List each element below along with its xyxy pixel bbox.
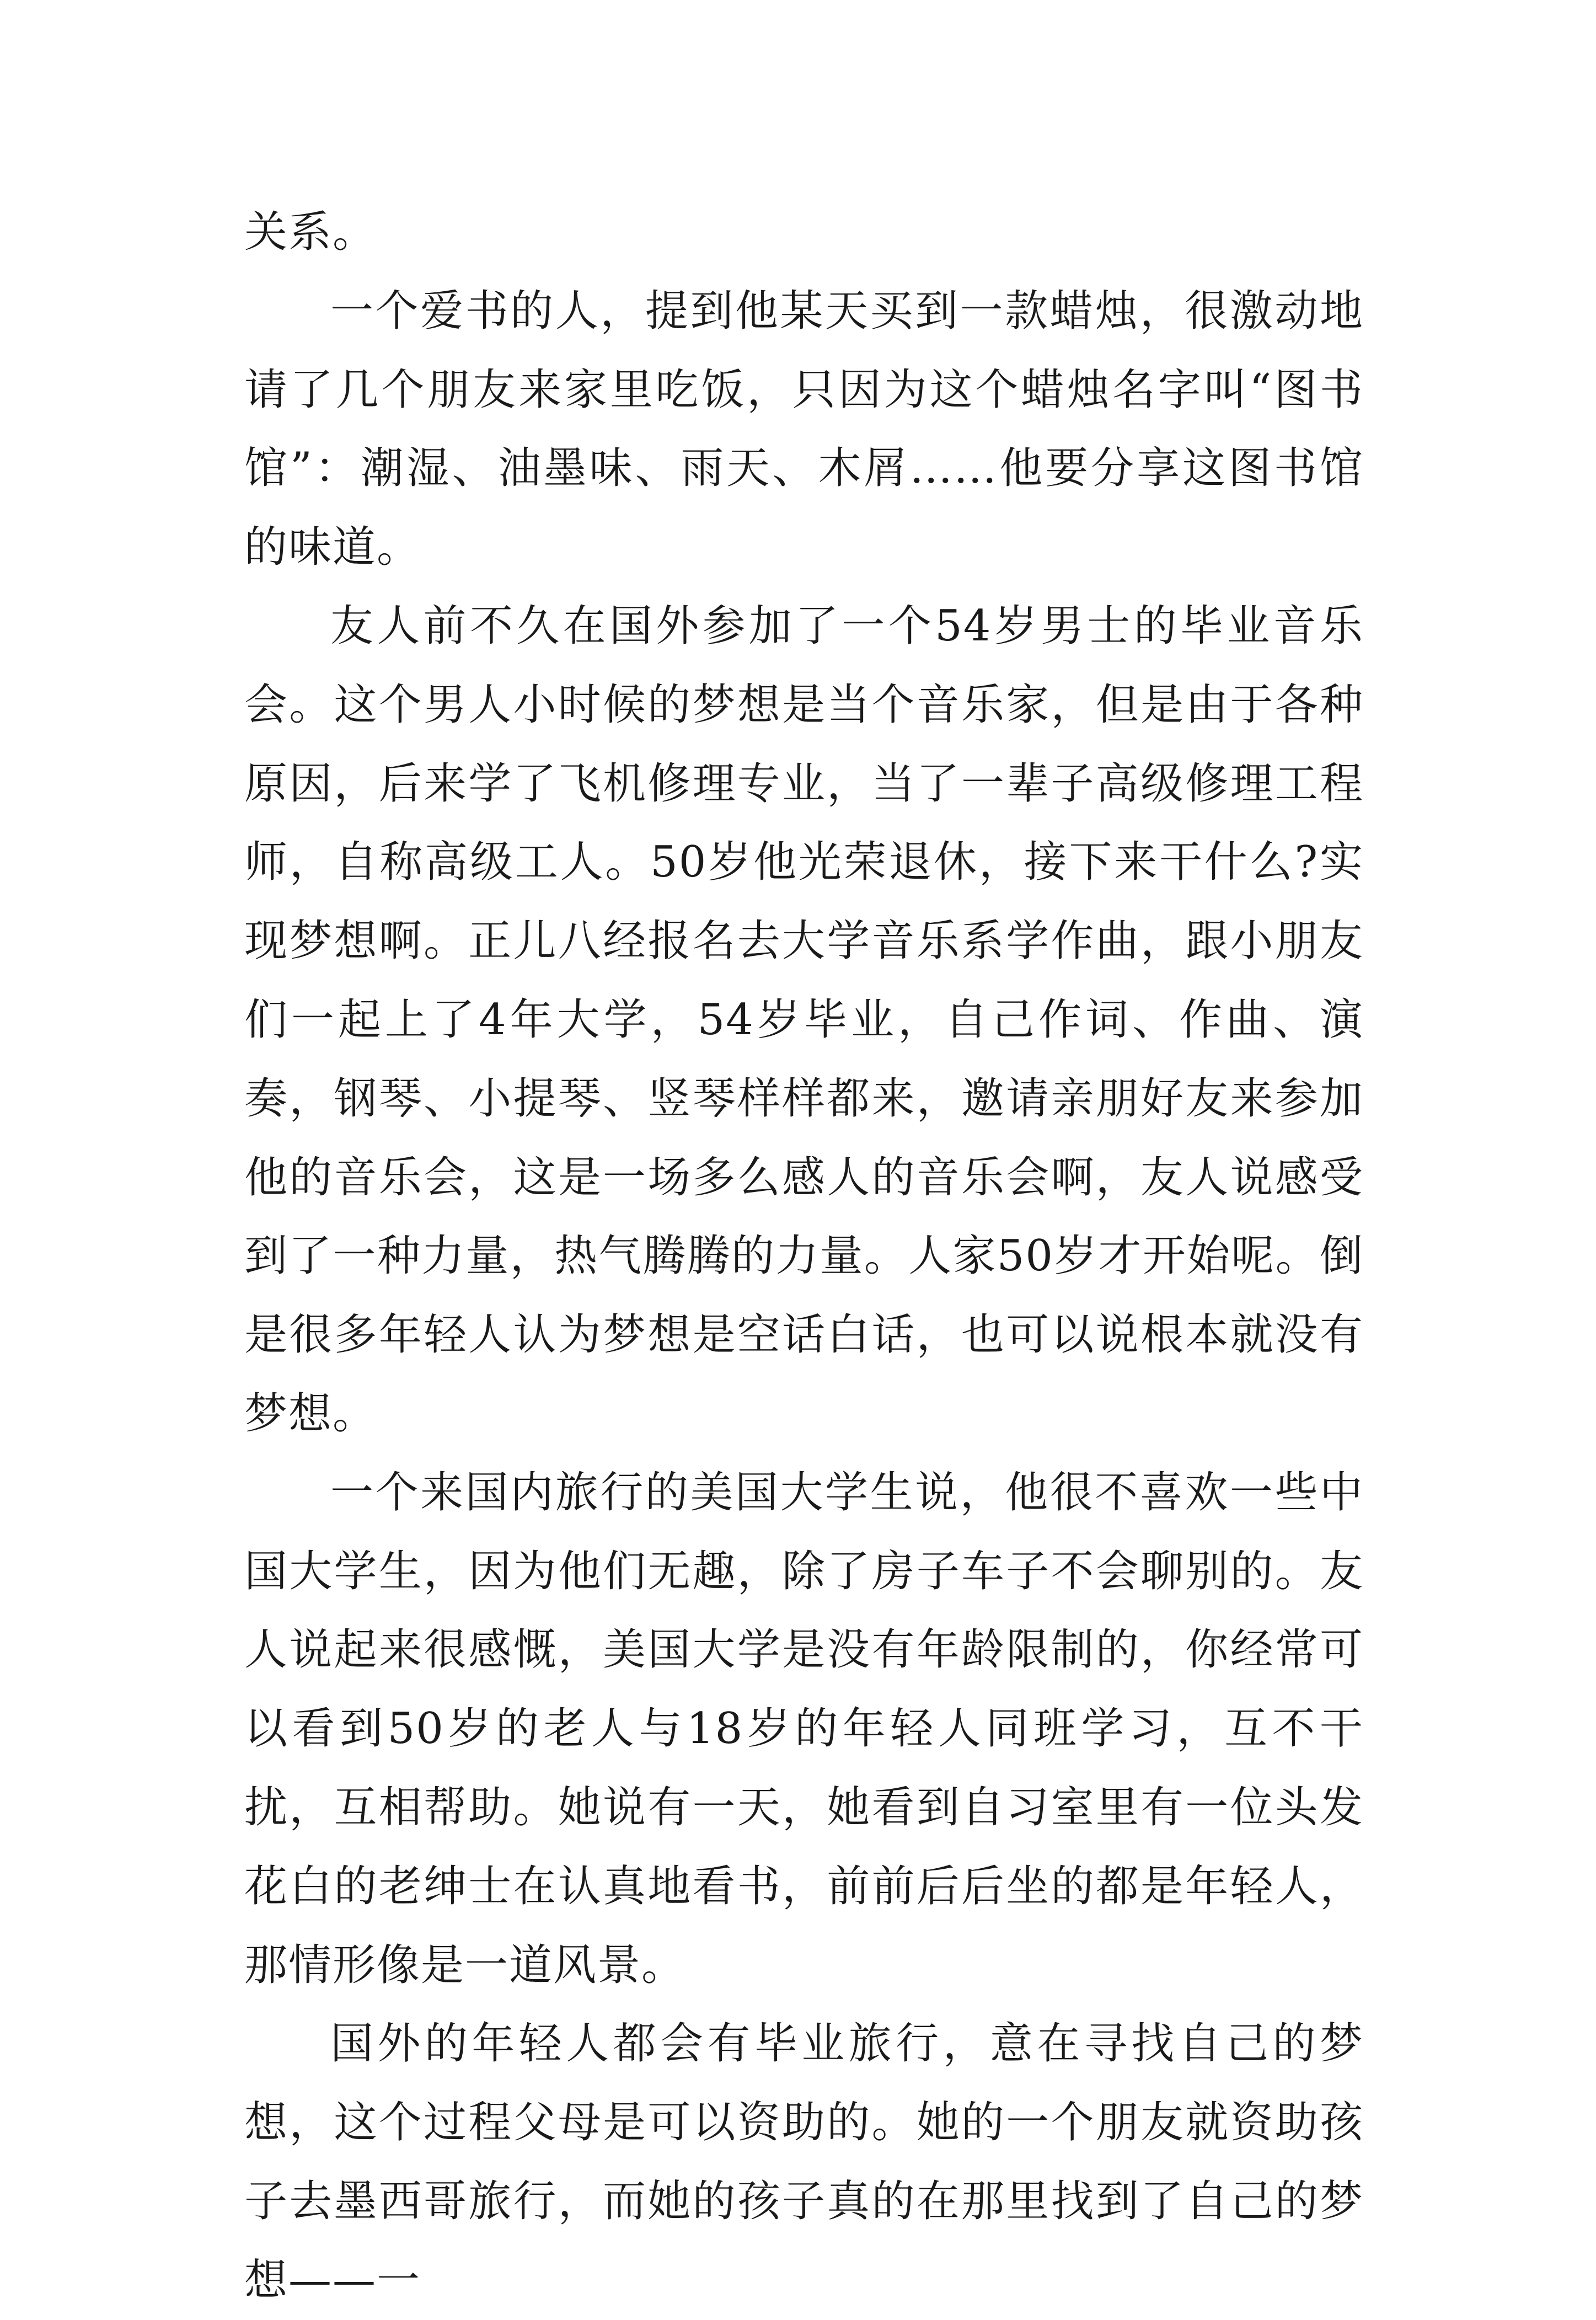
paragraph-4: 一个来国内旅行的美国大学生说，他很不喜欢一些中国大学生，因为他们无趣，除了房子车子不会聊别的。友人说起来很感慨，美国大学是没有年龄限制的，你经常可以看到50岁的老人与18岁的年轻人同班学习，互不干扰，互相帮助。她说有一天，她看到自习室里有一位头发花白的老绅士在认真地看书，前前后后坐的都是年轻人，那情形像是一道风景。: [244, 1467, 1364, 1990]
paragraph-5: 国外的年轻人都会有毕业旅行，意在寻找自己的梦想，这个过程父母是可以资助的。她的一个朋友就资助孩子去墨西哥旅行，而她的孩子真的在那里找到了自己的梦想——一: [244, 2019, 1364, 2305]
paragraph-3: 友人前不久在国外参加了一个54岁男士的毕业音乐会。这个男人小时候的梦想是当个音乐家，但是由于各种原因，后来学了飞机修理专业，当了一辈子高级修理工程师，自称高级工人。50岁他光荣退休，接下来干什么?实现梦想啊。正儿八经报名去大学音乐系学作曲，跟小朋友们一起上了4年大学，54岁毕业，自己作词、作曲、演奏，钢琴、小提琴、竖琴样样都来，邀请亲朋好友来参加他的音乐会，这是一场多么感人的音乐会啊，友人说感受到了一种力量，热气腾腾的力量。人家50岁才开始呢。倒是很多年轻人认为梦想是空话白话，也可以说根本就没有梦想。: [244, 601, 1364, 1439]
paragraph-1: 关系。: [244, 207, 377, 257]
paragraph-2: 一个爱书的人，提到他某天买到一款蜡烛，很激动地请了几个朋友来家里吃饭，只因为这个蜡烛名字叫“图书馆”：潮湿、油墨味、雨天、木屑……他要分享这图书馆的味道。: [244, 286, 1364, 573]
document-body: [244, 193, 1364, 2320]
